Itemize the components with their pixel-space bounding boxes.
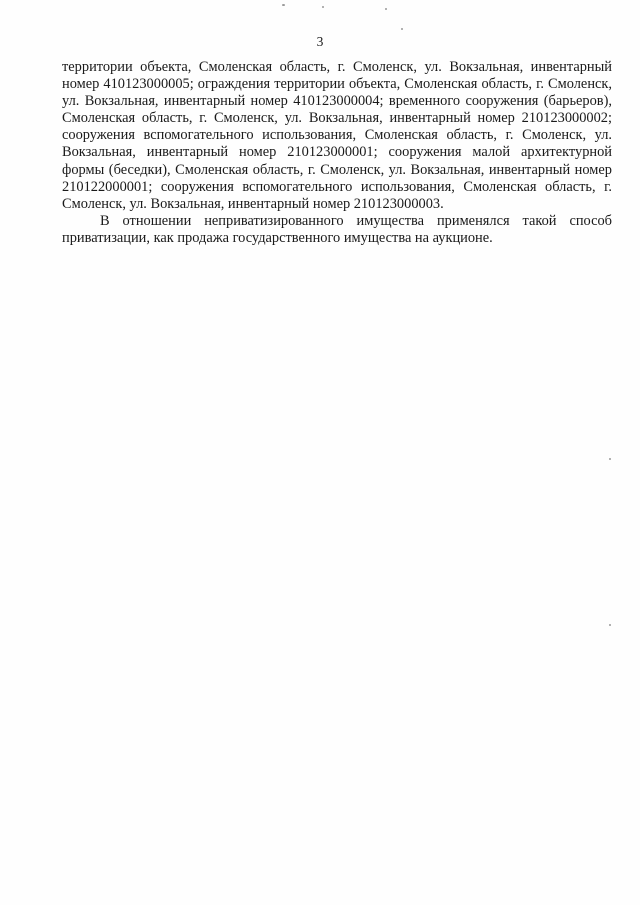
scan-speck <box>609 624 611 626</box>
scan-speck <box>282 4 285 6</box>
paragraph-continuation: территории объекта, Смоленская область, г. Смоленск, ул. Вокзальная, инвентарный номер 410123000005; ограждения территории объекта, Смоленская область, г. Смоленск, ул. Вокзальная, инвентарный номер 410123000004; временного сооружения (барьеров), Смоленская область, г. Смоленск, ул. Вокзальная, инвентарный номер 210123000002; сооружения вспомогательного использования, Смоленская область, г. Смоленск, ул. Вокзальная, инвентарный номер 210123000001; сооружения малой архитектурной формы (беседки), Смоленская область, г. Смоленск, ул. Вокзальная, инвентарный номер 210122000001; сооружения вспомогательного использования, Смоленская область, г. Смоленск, ул. Вокзальная, инвентарный номер 210123000003. <box>62 59 612 212</box>
document-body <box>62 59 612 247</box>
scan-speck <box>322 6 324 8</box>
scan-speck <box>401 28 403 30</box>
paragraph-privatization-method: В отношении неприватизированного имущества применялся такой способ приватизации, как продажа государственного имущества на аукционе. <box>62 212 612 246</box>
scan-speck <box>385 8 387 10</box>
scan-speck <box>609 458 611 460</box>
page-number: 3 <box>316 34 324 49</box>
